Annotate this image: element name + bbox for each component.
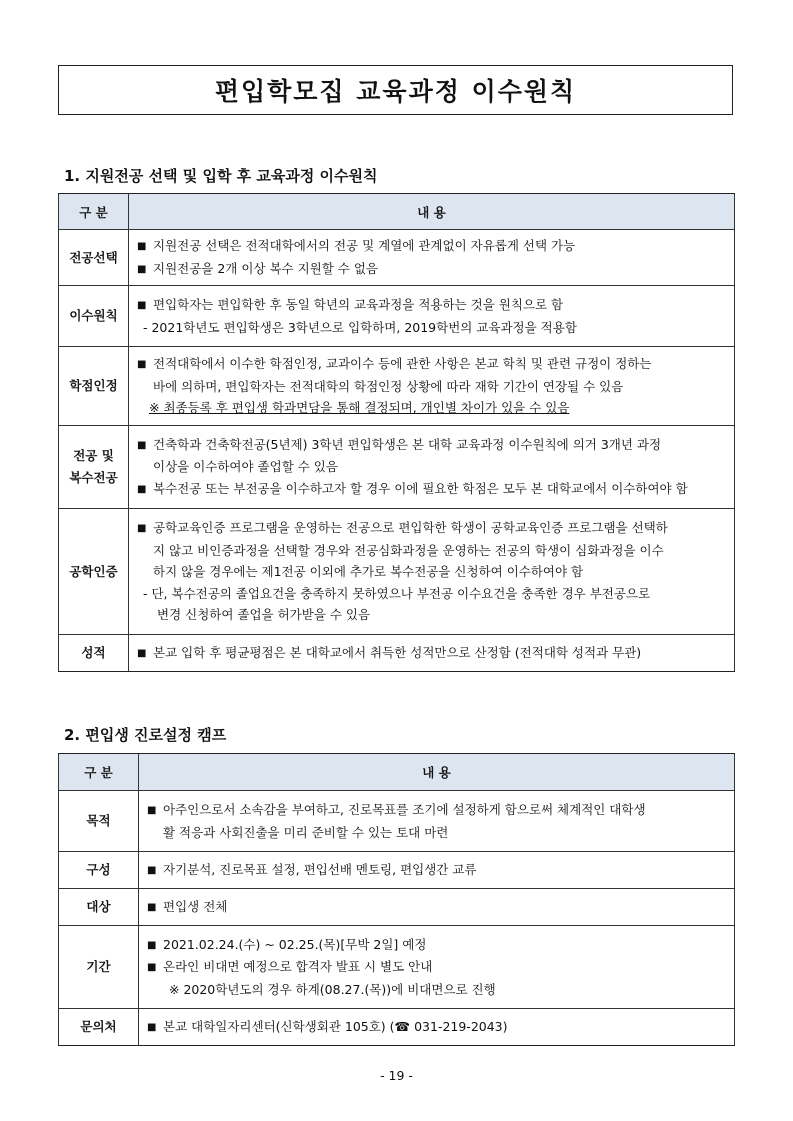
page-title: 편입학모집 교육과정 이수원칙 [58,65,733,115]
row-category: 기간 [59,926,139,1009]
row-category: 대상 [59,889,139,926]
note-text: ※ 2020학년도의 경우 하계(08.27.(목))에 비대면으로 진행 [169,981,496,997]
row-content [129,426,735,509]
table-row [59,509,735,635]
list-item-continuation: 활 적응과 사회진출을 미리 준비할 수 있는 토대 마련 [163,824,449,840]
row-content [129,347,735,426]
row-category: 구성 [59,852,139,889]
table-row [59,426,735,509]
list-item: ■ 건축학과 건축학전공(5년제) 3학년 편입학생은 본 대학 교육과정 이수원칙에 의거 3개년 과정 [137,434,726,457]
table-row [59,286,735,347]
table-row [59,852,735,889]
sub-item-continuation: 변경 신청하여 졸업을 허가받을 수 있음 [157,607,371,623]
header-content: 내 용 [129,194,735,230]
list-item: ■ 전적대학에서 이수한 학점인정, 교과이수 등에 관한 사항은 본교 학칙 및 관련 규정이 정하는 [137,353,726,376]
section2-heading: 2. 편입생 진로설정 캠프 [64,726,227,744]
square-bullet-icon: ■ [147,962,157,974]
sub-item: - 2021학년도 편입학생은 3학년으로 입학하며, 2019학번의 교육과정을 적용함 [143,319,577,335]
square-bullet-icon: ■ [137,300,147,311]
row-category: 전공선택 [59,230,129,286]
list-item-continuation: 지 않고 비인증과정을 선택할 경우와 전공심화과정을 운영하는 전공의 학생이 심화과정을 이수 [153,542,664,558]
row-category: 공학인증 [59,509,129,635]
row-content [129,230,735,286]
table-row [59,635,735,672]
list-item: ■ 2021.02.24.(수) ~ 02.25.(목)[무박 2일] 예정 [147,934,726,957]
header-category: 구 분 [59,194,129,230]
list-item-continuation: 하지 않을 경우에는 제1전공 이외에 추가로 복수전공을 신청하여 이수하여야 함 [153,564,584,580]
page-number: - 19 - [380,1068,413,1083]
square-bullet-icon: ■ [147,864,157,876]
row-content [129,286,735,347]
header-category: 구 분 [59,754,139,791]
list-item: ■ 공학교육인증 프로그램을 운영하는 전공으로 편입학한 학생이 공학교육인증 프로그램을 선택하 [137,517,726,540]
table-header-row [59,194,735,230]
row-content [129,635,735,672]
square-bullet-icon: ■ [137,241,147,252]
square-bullet-icon: ■ [137,263,147,275]
row-category: 성적 [59,635,129,672]
section2-table [58,753,735,1046]
list-item: ■ 지원전공을 2개 이상 복수 지원할 수 없음 [137,258,726,281]
list-item: ■ 본교 대학일자리센터(신학생회관 105호) (☎ 031-219-2043) [147,1016,726,1039]
sub-item: - 단, 복수전공의 졸업요건을 충족하지 못하였으나 부전공 이수요건을 충족한 경우 부전공으로 [143,585,651,601]
row-category: 학점인정 [59,347,129,426]
table-row [59,230,735,286]
square-bullet-icon: ■ [137,523,147,535]
list-item: ■ 편입생 전체 [147,896,726,919]
list-item: ■ 자기분석, 진로목표 설정, 편입선배 멘토링, 편입생간 교류 [147,859,726,882]
table-row [59,889,735,926]
square-bullet-icon: ■ [137,483,147,495]
row-content [129,509,735,635]
table-row [59,347,735,426]
section1-table [58,193,735,672]
row-category: 목적 [59,791,139,852]
table-header-row [59,754,735,791]
square-bullet-icon: ■ [147,1021,157,1033]
square-bullet-icon: ■ [147,939,157,951]
square-bullet-icon: ■ [137,439,147,451]
list-item-continuation: 이상을 이수하여야 졸업할 수 있음 [153,459,338,475]
row-content [139,791,735,852]
list-item: ■ 복수전공 또는 부전공을 이수하고자 할 경우 이에 필요한 학점은 모두 본 대학교에서 이수하여야 함 [137,478,726,501]
table-row [59,926,735,1009]
table-row [59,1009,735,1046]
list-item: ■ 지원전공 선택은 전적대학에서의 전공 및 계열에 관계없이 자유롭게 선택 가능 [137,235,726,258]
section1-heading: 1. 지원전공 선택 및 입학 후 교육과정 이수원칙 [64,167,378,185]
list-item-continuation: 바에 의하며, 편입학자는 전적대학의 학점인정 상황에 따라 재학 기간이 연장될 수 있음 [153,378,624,394]
list-item: ■ 아주인으로서 소속감을 부여하고, 진로목표를 조기에 설정하게 함으로써 체계적인 대학생 [147,799,726,822]
row-category: 이수원칙 [59,286,129,347]
square-bullet-icon: ■ [137,647,147,659]
row-content [139,889,735,926]
row-category: 문의처 [59,1009,139,1046]
square-bullet-icon: ■ [147,805,157,816]
row-content [139,852,735,889]
row-category: 전공 및 복수전공 [59,426,129,509]
square-bullet-icon: ■ [137,359,147,371]
table-row [59,791,735,852]
note-text: ※ 최종등록 후 편입생 학과면담을 통해 결정되며, 개인별 차이가 있을 수 있음 [149,400,570,416]
list-item: ■ 편입학자는 편입학한 후 동일 학년의 교육과정을 적용하는 것을 원칙으로 함 [137,294,726,317]
row-content [139,1009,735,1046]
row-content [139,926,735,1009]
list-item: ■ 온라인 비대면 예정으로 합격자 발표 시 별도 안내 [147,956,726,979]
square-bullet-icon: ■ [147,901,157,913]
list-item: ■ 본교 입학 후 평균평점은 본 대학교에서 취득한 성적만으로 산정함 (전적대학 성적과 무관) [137,642,726,665]
header-content: 내 용 [139,754,735,791]
